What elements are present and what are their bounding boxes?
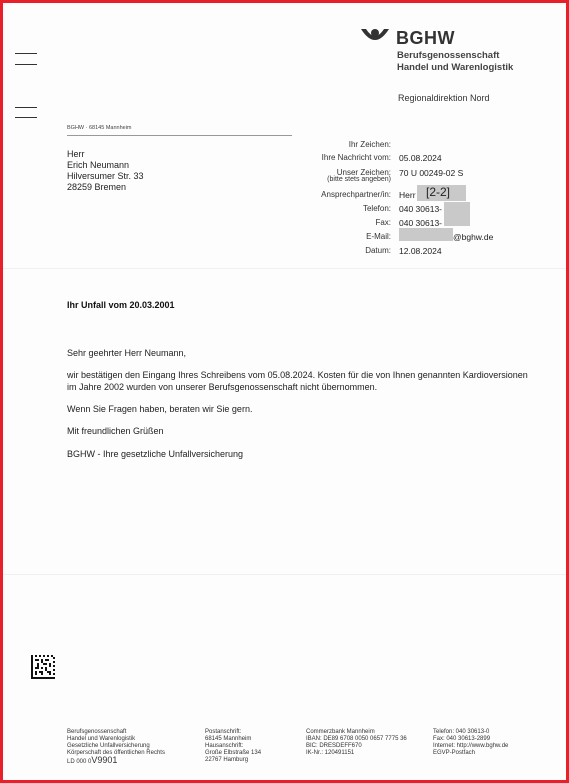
letter-greeting: Sehr geehrter Herr Neumann, — [67, 348, 187, 358]
sender-divider — [67, 135, 292, 136]
datum-label: Datum: — [365, 246, 391, 255]
email-label: E-Mail: — [366, 232, 391, 241]
letter-signature: BGHW - Ihre gesetzliche Unfallversicherung — [67, 449, 244, 459]
footer-line: Handel und Warenlogistik — [67, 736, 136, 742]
redacted-fax — [444, 214, 470, 226]
bghw-logo-icon — [360, 27, 390, 49]
footer-bank — [306, 729, 407, 757]
unser-zeichen-label: Unser Zeichen: — [336, 168, 391, 177]
footer-line: 22767 Hamburg — [205, 757, 249, 763]
bghw-logo — [360, 27, 455, 49]
telefon-value: 040 30613- — [399, 204, 443, 214]
footer-line: 68145 Mannheim — [205, 736, 252, 742]
fax-value: 040 30613- — [399, 218, 443, 228]
brand-subtitle-line2: Handel und Warenlogistik — [397, 62, 514, 73]
fax-label: Fax: — [375, 218, 391, 227]
footer-line: Berufsgenossenschaft — [67, 729, 127, 735]
telefon-label: Telefon: — [362, 204, 391, 213]
datum-value: 12.08.2024 — [399, 246, 442, 256]
footer-line: BIC: DRESDEFF670 — [306, 743, 362, 749]
region-name: Regionaldirektion Nord — [398, 93, 490, 103]
recipient-address — [67, 149, 144, 193]
letter-body-2: Wenn Sie Fragen haben, beraten wir Sie gern. — [67, 404, 253, 414]
fold-mark — [15, 117, 37, 118]
ihre-nachricht-label: Ihre Nachricht vom: — [321, 153, 391, 162]
letter-subject: Ihr Unfall vom 20.03.2001 — [67, 300, 175, 310]
footer-document-code — [67, 757, 165, 766]
footer-code-suffix: V9901 — [91, 755, 118, 765]
redacted-phone — [444, 202, 470, 214]
recipient-city: 28259 Bremen — [67, 182, 127, 192]
ansprechpartner-label: Ansprechpartner/in: — [321, 190, 391, 199]
ihr-zeichen-label: Ihr Zeichen: — [348, 140, 391, 149]
fold-mark — [15, 64, 37, 65]
brand-subtitle-line1: Berufsgenossenschaft — [397, 50, 500, 61]
recipient-salutation: Herr — [67, 149, 85, 159]
scan-artifact-line — [3, 574, 566, 575]
footer-addresses — [205, 729, 261, 764]
footer-line: Hausanschrift: — [205, 743, 244, 749]
recipient-street: Hilversumer Str. 33 — [67, 171, 144, 181]
footer-line: EGVP-Postfach — [433, 750, 476, 756]
footer-line: Internet: http://www.bghw.de — [433, 743, 509, 749]
footer-line: IBAN: DE89 6708 0050 0657 7775 36 — [306, 736, 407, 742]
letter-closing: Mit freundlichen Grüßen — [67, 426, 164, 436]
ansprechpartner-value: Herr — [399, 190, 416, 200]
footer-line: Körperschaft des öffentlichen Rechts — [67, 750, 165, 756]
email-value: @bghw.de — [453, 232, 494, 242]
footer-line: Postanschrift: — [205, 729, 242, 735]
fold-mark — [15, 53, 37, 54]
ihre-nachricht-value: 05.08.2024 — [399, 153, 442, 163]
recipient-name: Erich Neumann — [67, 160, 130, 170]
redacted-email — [399, 228, 453, 241]
unser-zeichen-value: 70 U 00249-02 S — [399, 168, 464, 178]
footer-organization — [67, 729, 165, 766]
footer-line: IK-Nr.: 120491151 — [306, 750, 355, 756]
footer-line: Telefon: 040 30613-0 — [433, 729, 490, 735]
sender-line: BGHW · 68145 Mannheim — [67, 125, 132, 131]
fold-mark — [15, 107, 37, 108]
ansprechpartner-tag: [2-2] — [426, 185, 451, 199]
scan-artifact-line — [3, 268, 566, 269]
footer-contact — [433, 729, 508, 757]
letter-body-1: wir bestätigen den Eingang Ihres Schreibens vom 05.08.2024. Kosten für die von Ihnen genannten Kardioversionen im Jahre 2002 wurden von unserer Berufsgenossenschaft nicht übernommen. — [67, 370, 528, 392]
footer-line: Commerzbank Mannheim — [306, 729, 375, 735]
unser-zeichen-hint: (bitte stets angeben) — [327, 176, 391, 183]
footer-line: Fax: 040 30613-2899 — [433, 736, 491, 742]
footer-line: Große Elbstraße 134 — [205, 750, 262, 756]
brand-name: BGHW — [396, 27, 455, 48]
footer-line: Gesetzliche Unfallversicherung — [67, 743, 150, 749]
footer-code-prefix: LD 000 0 — [67, 759, 92, 765]
datamatrix-code — [31, 655, 55, 679]
